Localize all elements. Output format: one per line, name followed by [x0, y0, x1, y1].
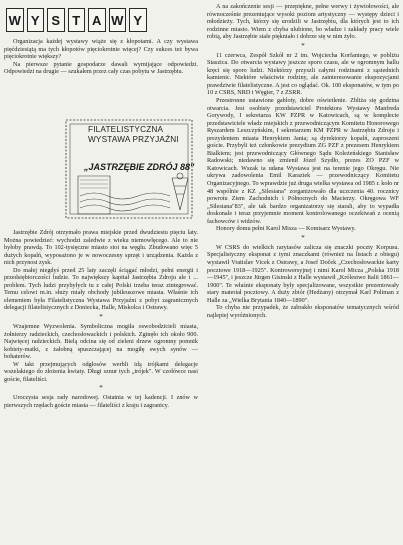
left-column-body: [4, 229, 198, 409]
article-title: [6, 8, 147, 32]
paragraph: Wzajemne Wyzwolenia. Symboliczna mogiła oswobodzicieli miasta, żołnierzy radzieckich, czechosłowackich i polskich. Zginęło ich około 900. Najwięcej radzieckich. Bielą odcina się od zieleni drzew ogromny pomnik kobiety-matki, z żałobną spuszczającej na mogiłę swych synów — bohaterów.: [4, 323, 198, 361]
emblem-caption: [88, 125, 198, 145]
paragraph: Jastrzębie Zdrój otrzymało prawa miejskie przed dwudziestu pięciu laty. Można powiedzieć: wychodzi zaledwie z wieku niemowlęcego. Ale to nie byłoby prawdą. To 102-tysięczne miasto stoi na węglu. Zbudowano więc 5 dużych kopalń, wyposażono je w nowoczesny sprzęt i urządzenia. Każda z nich przynosi zysk.: [4, 229, 198, 267]
paragraph: Honory domu pełni Karol Misza — Komisarz Wystawy.: [216, 225, 356, 233]
title-letter: A: [88, 8, 106, 32]
emblem-title: „JASTRZĘBIE ZDRÓJ 88": [84, 162, 195, 172]
title-letter: W: [6, 8, 24, 32]
paragraph: W CSRS do wielkich rarytasów zalicza się znaczki poczty Korpusu. Specjalistyczny eksponat z tymi znaczkami (również na listach z obiegu) wystawił Vratislav Vicek z Ostrawy, a Josef Doček „Czechosłowackie karty pocztowe 1918—1925". Kontrowersyjnej i nimi Karol Micza „Polska 1918—1945", i jeszcze Jürgen Gisinski z Halle wystawił „Królestwo Italii 1861—1900". Te właśnie eksponaty były specjalizowane, wszystkie prezentowały stary materiał pocztowy. A duży zbiór (Hedżany) otrzymał Karl Poliman z Halle za „Wielka Brytania 1840—1890".: [207, 243, 399, 304]
paragraph: Do małej niegdyś przed 25 laty zaczęli ściągać młodzi, pełni energii i przedsiębiorczości ludzie. To największy kapitał Jastrzębia Zdroju ale i ... problem. Tych ludzi przybyłych tu z całej Polski trzeba teraz zintegrować. Temu celowi m.in. służy miały obchody jubileuszowe miasta. Właśnie ich elementem była Filatelistyczna Wystawa Przyjaźni z pobyt zagranicznych delegacji filatelistycznych z Doniecka, Halle, Miskolca i Ostrawy.: [4, 266, 198, 312]
title-letter: Y: [27, 8, 45, 32]
emblem-caption-line: WYSTAWA PRZYJAŹNI: [88, 135, 179, 144]
title-letter: T: [68, 8, 86, 32]
paragraph: W takt przejmujących odgłosów werbli idą trójkami delegacje wszelakiego do złożenia kwiaty. Długi sznur tych „trójek". W czołówce nasi goście, filateliści.: [4, 360, 198, 383]
section-separator: *: [301, 233, 305, 242]
lead-paragraphs: [4, 38, 198, 76]
section-separator: *: [99, 313, 103, 322]
title-letter: W: [109, 8, 127, 32]
paragraph: Przestronne ustawione gabloty, dobre oświetlenie. Zbliża się godzina otwarcia. Jest osobisty przedstawiciel Protektora Wystawy Manfreda Gorywody, I sekretarza KW PZPR w Katowicach, są w komplecie przedstawiciele władz miejskich z przewodniczącym Komitetu Honorowego Ryszardem Leszczyńskim, I sekretarzem KM PZPR w Jastrzębiu Zdroju i prezydentem miasta Henrykiem Jania; są dyrektorzy kopalń, zaproszeni goście. Przybyli też członkowie prezydium ZG PZF z prezesem Henrykiem Bialkiem; jest przewodniczący Głównego Sądu Koleżeńskiego Stanisław Radowski; niedawno się zmienił Józef Szydło, prezes ZO PZF w Katowicach. Wszak ta udana Wystawa jest na terenie jego Okręgu. Nie ukrywa zadowolenia Emil Karaziek — przewodniczący Komitetu Organizacyjnego. To wprawdzie już druga wielka wystawa od 1985 r. koło nr 48 wspólnie z KZ „Silesiana" zorganizowało dla uczczenia 40. rocznicy powrotu Ziem Zachodnich i Północnych do Macierzy. Okręgowa WF „Silesiana"83", ale tak bardzo organizatorzy się starali, aby to wypadła doskonale i teraz przyjemnie moment kontrolowanego oczekiwań z ocenią fachowców i widzów.: [207, 97, 399, 225]
right-column: [207, 0, 399, 319]
exhibition-emblem: [4, 116, 198, 226]
title-letter: Y: [129, 8, 147, 32]
paragraph: Uroczysta sesja rady narodowej. Ostatnia w tej kadencji. I znów w pierwszych rzędach goście miasta — filateliści z kraju i zagranicy.: [4, 394, 198, 409]
paragraph: A na zakończenie sesji — przepiękne, pełne werwy i żywiołowości, ale równocześnie prezentujące wysoki poziom artystyczny — występy dzieci i młodzieży. Tych, którzy się urodzili w Jastrzębiu, dla których jest to ich rodzinne miasto. Wiem z chyba ulubione, bo władze i zakłady pracy wiele robią, aby Jastrzębie stale piękniało i dobrze się w nim żyło.: [207, 3, 399, 41]
paragraph: Organizacja każdej wystawy wiąże się z kłopotami. A czy wystawa pięćdziesiątą ma tych kłopotów pięciokrotnie więcej? Czy sukces też bywa pięciokrotnie większy?: [4, 38, 198, 61]
paragraph: 11 czerwca, Zespół Szkół nr 2 im. Wojciecha Korfantego, w pobliżu Staszica. Do otwarcia wystawy jeszcze sporo czasu, ale w ogromnym hallu kręci się sporo ludzi. Niektórzy przyszli całymi rodzinami z sąsiednich kamienic. Niektóre właściwie rodziny, ale zainteresowanie ekspozycjami prawdziwie filatelistyczne. A jest co oglądać. Ok. 100 eksponatów, w tym po 10 z CSRS, NRD i Węgier, 7 z ZSRR.: [207, 51, 399, 97]
paragraph: To chyba nie przypadek, że zabrakło eksponatów tematycznych wśród najlepiej wyróżnionych.: [207, 304, 399, 319]
title-letter: S: [47, 8, 65, 32]
section-separator: *: [99, 384, 103, 393]
section-separator: *: [301, 41, 305, 50]
emblem-caption-line: FILATELISTYCZNA: [88, 125, 164, 134]
paragraph: Na pierwsze pytanie gospodarze dawali wymijające odpowiedzi. Odpowiedzi na drugie — szukałem przez cały czas pobytu w Jastrzębiu.: [4, 60, 198, 76]
